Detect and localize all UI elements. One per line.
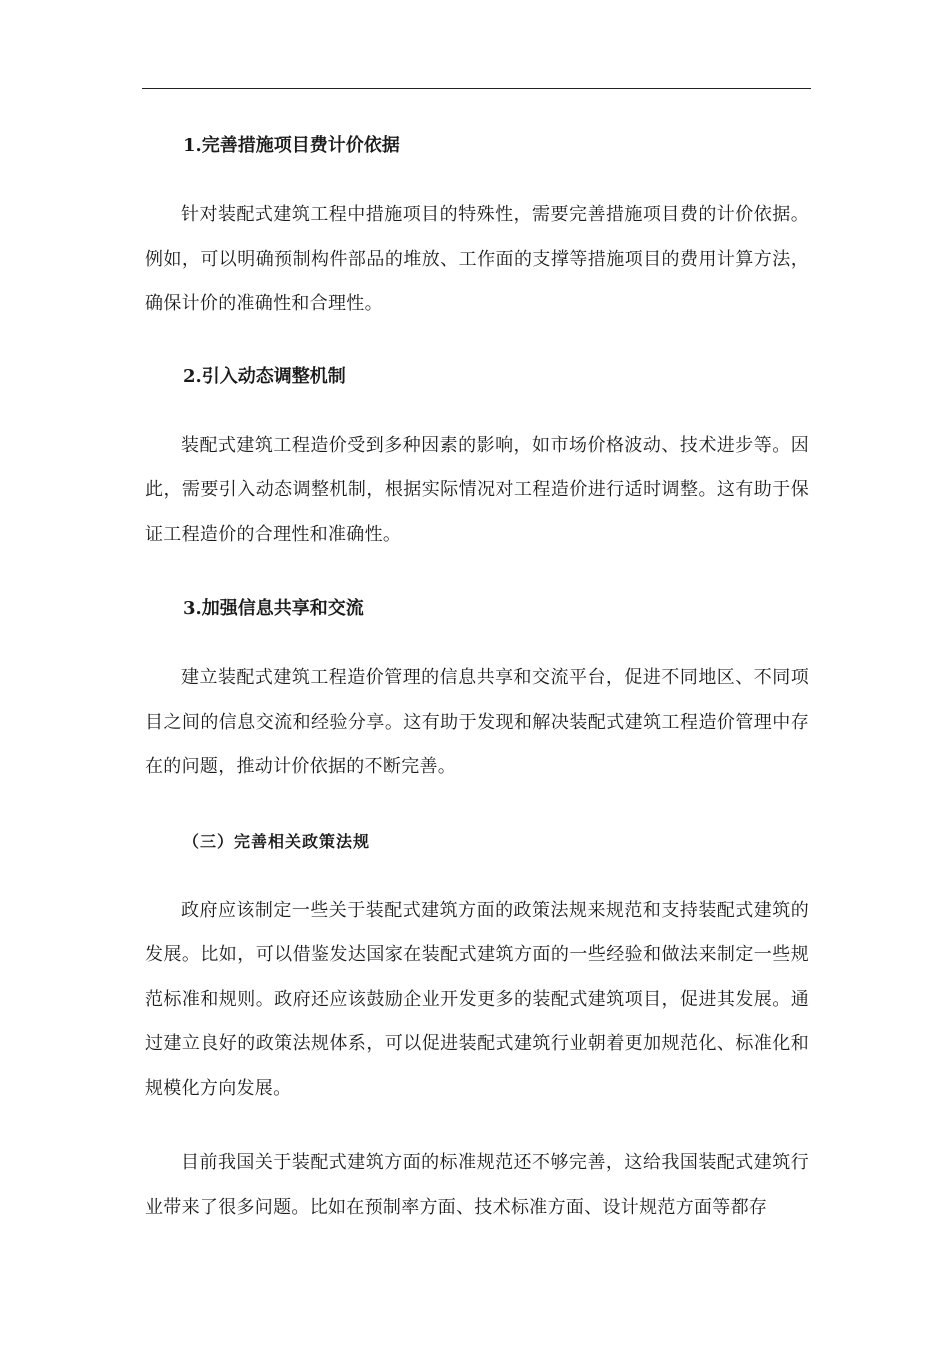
- section-heading-3: 3.加强信息共享和交流: [183, 598, 364, 619]
- subsection-paragraph-1: 政府应该制定一些关于装配式建筑方面的政策法规来规范和支持装配式建筑的发展。比如，可以借鉴发达国家在装配式建筑方面的一些经验和做法来制定一些规范标准和规则。政府还应该鼓励企业开发更多的装配式建筑项目，促进其发展。通过建立良好的政策法规体系，可以促进装配式建筑行业朝着更加规范化、标准化和规模化方向发展。: [145, 899, 809, 1099]
- section-paragraph-3: 建立装配式建筑工程造价管理的信息共享和交流平台，促进不同地区、不同项目之间的信息交流和经验分享。这有助于发现和解决装配式建筑工程造价管理中存在的问题，推动计价依据的不断完善。: [145, 667, 809, 777]
- document-body: [145, 126, 809, 1230]
- header-rule: [142, 88, 811, 89]
- section-paragraph-1: 针对装配式建筑工程中措施项目的特殊性，需要完善措施项目费的计价依据。例如，可以明确预制构件部品的堆放、工作面的支撑等措施项目的费用计算方法，确保计价的准确性和合理性。: [145, 204, 809, 314]
- section-paragraph-2: 装配式建筑工程造价受到多种因素的影响，如市场价格波动、技术进步等。因此，需要引入动态调整机制，根据实际情况对工程造价进行适时调整。这有助于保证工程造价的合理性和准确性。: [145, 434, 809, 545]
- subsection-paragraph-2: 目前我国关于装配式建筑方面的标准规范还不够完善，这给我国装配式建筑行业带来了很多问题。比如在预制率方面、技术标准方面、设计规范方面等都存: [145, 1152, 809, 1218]
- section-heading-1: 1.完善措施项目费计价依据: [183, 135, 400, 156]
- section-heading-2: 2.引入动态调整机制: [183, 365, 346, 387]
- subsection-heading: （三）完善相关政策法规: [183, 831, 371, 851]
